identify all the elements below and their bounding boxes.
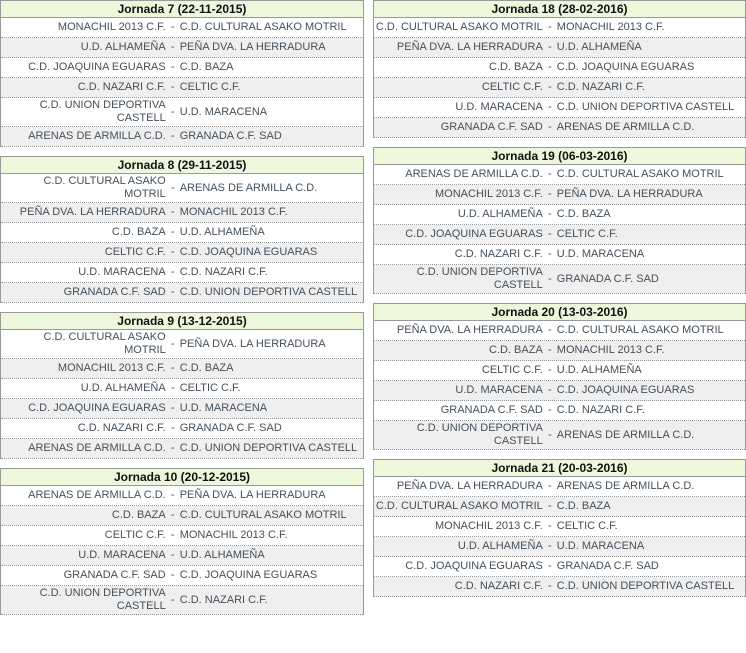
home-team: C.D. CULTURAL ASAKO MOTRIL bbox=[43, 331, 166, 356]
match-separator: - bbox=[547, 121, 552, 133]
match-row bbox=[1, 174, 363, 203]
match-row bbox=[1, 203, 363, 223]
away-team: C.D. CULTURAL ASAKO MOTRIL bbox=[179, 509, 347, 521]
match-separator: - bbox=[170, 489, 175, 501]
home-team: C.D. CULTURAL ASAKO MOTRIL bbox=[375, 21, 543, 33]
match-separator: - bbox=[547, 580, 552, 592]
match-separator: - bbox=[170, 105, 175, 118]
away-team: C.D. BAZA bbox=[556, 208, 611, 220]
match-row bbox=[374, 477, 745, 497]
away-team: C.D. NAZARI C.F. bbox=[556, 81, 645, 93]
away-team: GRANADA C.F. SAD bbox=[556, 560, 659, 572]
match-separator: - bbox=[547, 344, 552, 356]
match-separator: - bbox=[547, 61, 552, 73]
match-row bbox=[1, 98, 363, 127]
home-team: PEÑA DVA. LA HERRADURA bbox=[396, 41, 543, 53]
match-separator: - bbox=[547, 228, 552, 240]
match-row bbox=[374, 245, 745, 265]
away-team: U.D. MARACENA bbox=[556, 540, 645, 552]
match-row bbox=[1, 419, 363, 439]
match-separator: - bbox=[547, 560, 552, 572]
away-team: U.D. ALHAMEÑA bbox=[556, 364, 642, 376]
match-row bbox=[374, 401, 745, 421]
home-team: PEÑA DVA. LA HERRADURA bbox=[19, 206, 166, 218]
match-separator: - bbox=[170, 266, 175, 278]
home-team: C.D. NAZARI C.F. bbox=[77, 81, 166, 93]
match-row bbox=[374, 165, 745, 185]
round-block bbox=[373, 303, 746, 450]
away-team: PEÑA DVA. LA HERRADURA bbox=[179, 41, 326, 53]
home-team: GRANADA C.F. SAD bbox=[440, 121, 543, 133]
match-separator: - bbox=[547, 540, 552, 552]
away-team: C.D. BAZA bbox=[556, 500, 611, 512]
away-team: C.D. CULTURAL ASAKO MOTRIL bbox=[179, 21, 347, 33]
match-row bbox=[1, 243, 363, 263]
fixtures-column-left bbox=[0, 0, 364, 653]
match-separator: - bbox=[547, 480, 552, 492]
away-team: C.D. JOAQUINA EGUARAS bbox=[179, 246, 318, 258]
match-separator: - bbox=[170, 206, 175, 218]
away-team: C.D. JOAQUINA EGUARAS bbox=[556, 384, 695, 396]
away-team: PEÑA DVA. LA HERRADURA bbox=[179, 337, 326, 350]
match-row bbox=[374, 205, 745, 225]
match-row bbox=[374, 225, 745, 245]
match-separator: - bbox=[547, 364, 552, 376]
home-team: CELTIC C.F. bbox=[481, 364, 543, 376]
match-separator: - bbox=[547, 428, 552, 441]
match-separator: - bbox=[547, 188, 552, 200]
round-header: Jornada 20 (13-03-2016) bbox=[374, 304, 745, 321]
away-team: C.D. UNION DEPORTIVA CASTELL bbox=[179, 286, 358, 298]
match-row bbox=[1, 566, 363, 586]
match-row bbox=[374, 361, 745, 381]
match-row bbox=[374, 321, 745, 341]
match-separator: - bbox=[170, 402, 175, 414]
away-team: CELTIC C.F. bbox=[179, 382, 241, 394]
round-block bbox=[0, 468, 364, 615]
round-block bbox=[373, 459, 746, 597]
match-row bbox=[1, 586, 363, 615]
match-row bbox=[374, 118, 745, 138]
home-team: C.D. JOAQUINA EGUARAS bbox=[405, 228, 543, 240]
home-team: MONACHIL 2013 C.F. bbox=[435, 520, 543, 532]
home-team: CELTIC C.F. bbox=[104, 246, 166, 258]
away-team: U.D. ALHAMEÑA bbox=[179, 549, 265, 561]
home-team: C.D. NAZARI C.F. bbox=[454, 248, 543, 260]
match-separator: - bbox=[170, 442, 175, 454]
match-separator: - bbox=[170, 81, 175, 93]
away-team: ARENAS DE ARMILLA C.D. bbox=[556, 121, 695, 133]
match-row bbox=[374, 58, 745, 78]
away-team: C.D. CULTURAL ASAKO MOTRIL bbox=[556, 168, 724, 180]
match-row bbox=[1, 78, 363, 98]
away-team: CELTIC C.F. bbox=[179, 81, 241, 93]
round-header: Jornada 18 (28-02-2016) bbox=[374, 1, 745, 18]
home-team: MONACHIL 2013 C.F. bbox=[57, 21, 166, 33]
away-team: C.D. JOAQUINA EGUARAS bbox=[179, 569, 318, 581]
away-team: C.D. NAZARI C.F. bbox=[179, 266, 268, 278]
match-separator: - bbox=[170, 246, 175, 258]
match-row bbox=[374, 421, 745, 450]
home-team: C.D. BAZA bbox=[489, 344, 543, 356]
match-row bbox=[374, 78, 745, 98]
match-separator: - bbox=[170, 569, 175, 581]
home-team: ARENAS DE ARMILLA C.D. bbox=[28, 489, 166, 501]
away-team: C.D. UNION DEPORTIVA CASTELL bbox=[556, 101, 735, 113]
home-team: MONACHIL 2013 C.F. bbox=[57, 362, 166, 374]
match-separator: - bbox=[547, 41, 552, 53]
match-row bbox=[374, 497, 745, 517]
round-block bbox=[373, 147, 746, 294]
away-team: U.D. ALHAMEÑA bbox=[179, 226, 265, 238]
match-row bbox=[1, 506, 363, 526]
match-separator: - bbox=[170, 593, 175, 606]
match-row bbox=[374, 341, 745, 361]
match-separator: - bbox=[170, 226, 175, 238]
away-team: MONACHIL 2013 C.F. bbox=[179, 206, 288, 218]
match-separator: - bbox=[547, 384, 552, 396]
home-team: U.D. MARACENA bbox=[455, 101, 543, 113]
home-team: PEÑA DVA. LA HERRADURA bbox=[396, 324, 543, 336]
home-team: PEÑA DVA. LA HERRADURA bbox=[396, 480, 543, 492]
away-team: ARENAS DE ARMILLA C.D. bbox=[556, 428, 695, 441]
match-row bbox=[1, 359, 363, 379]
match-row bbox=[1, 399, 363, 419]
away-team: MONACHIL 2013 C.F. bbox=[179, 529, 288, 541]
match-row bbox=[1, 127, 363, 147]
match-row bbox=[374, 185, 745, 205]
match-row bbox=[1, 263, 363, 283]
home-team: C.D. CULTURAL ASAKO MOTRIL bbox=[43, 175, 166, 200]
away-team: GRANADA C.F. SAD bbox=[556, 272, 659, 285]
home-team: CELTIC C.F. bbox=[104, 529, 166, 541]
home-team: GRANADA C.F. SAD bbox=[63, 286, 166, 298]
match-row bbox=[1, 486, 363, 506]
home-team: C.D. BAZA bbox=[489, 61, 543, 73]
match-separator: - bbox=[170, 529, 175, 541]
away-team: CELTIC C.F. bbox=[556, 228, 618, 240]
home-team: MONACHIL 2013 C.F. bbox=[435, 188, 543, 200]
round-block bbox=[0, 0, 364, 147]
match-row bbox=[374, 265, 745, 294]
match-separator: - bbox=[547, 248, 552, 260]
home-team: U.D. MARACENA bbox=[78, 549, 166, 561]
match-separator: - bbox=[547, 500, 552, 512]
away-team: MONACHIL 2013 C.F. bbox=[556, 344, 665, 356]
match-separator: - bbox=[170, 130, 175, 142]
home-team: C.D. JOAQUINA EGUARAS bbox=[28, 402, 166, 414]
match-row bbox=[1, 18, 363, 38]
home-team: U.D. ALHAMEÑA bbox=[80, 382, 166, 394]
match-row bbox=[374, 98, 745, 118]
away-team: ARENAS DE ARMILLA C.D. bbox=[556, 480, 695, 492]
match-separator: - bbox=[547, 324, 552, 336]
away-team: C.D. BAZA bbox=[179, 61, 234, 73]
match-row bbox=[1, 283, 363, 303]
home-team: ARENAS DE ARMILLA C.D. bbox=[405, 168, 543, 180]
fixtures-column-right bbox=[373, 0, 746, 653]
match-separator: - bbox=[170, 362, 175, 374]
home-team: C.D. UNION DEPORTIVA CASTELL bbox=[416, 422, 543, 447]
away-team: PEÑA DVA. LA HERRADURA bbox=[179, 489, 326, 501]
match-separator: - bbox=[547, 81, 552, 93]
round-header: Jornada 19 (06-03-2016) bbox=[374, 148, 745, 165]
home-team: CELTIC C.F. bbox=[481, 81, 543, 93]
match-separator: - bbox=[170, 286, 175, 298]
away-team: ARENAS DE ARMILLA C.D. bbox=[179, 181, 318, 194]
home-team: U.D. ALHAMEÑA bbox=[457, 208, 543, 220]
home-team: C.D. NAZARI C.F. bbox=[77, 422, 166, 434]
away-team: C.D. NAZARI C.F. bbox=[179, 593, 268, 606]
match-row bbox=[374, 381, 745, 401]
home-team: C.D. BAZA bbox=[111, 226, 166, 238]
home-team: GRANADA C.F. SAD bbox=[440, 404, 543, 416]
away-team: CELTIC C.F. bbox=[556, 520, 618, 532]
round-block bbox=[0, 312, 364, 459]
match-row bbox=[1, 439, 363, 459]
home-team: C.D. UNION DEPORTIVA CASTELL bbox=[39, 99, 166, 124]
away-team: U.D. MARACENA bbox=[179, 402, 268, 414]
round-header: Jornada 10 (20-12-2015) bbox=[1, 469, 363, 486]
match-separator: - bbox=[170, 382, 175, 394]
home-team: U.D. MARACENA bbox=[78, 266, 166, 278]
home-team: ARENAS DE ARMILLA C.D. bbox=[28, 442, 166, 454]
away-team: C.D. BAZA bbox=[179, 362, 234, 374]
away-team: PEÑA DVA. LA HERRADURA bbox=[556, 188, 703, 200]
round-block bbox=[0, 156, 364, 303]
match-row bbox=[374, 537, 745, 557]
home-team: C.D. JOAQUINA EGUARAS bbox=[405, 560, 543, 572]
match-separator: - bbox=[170, 41, 175, 53]
home-team: C.D. JOAQUINA EGUARAS bbox=[28, 61, 166, 73]
away-team: MONACHIL 2013 C.F. bbox=[556, 21, 665, 33]
round-block bbox=[373, 0, 746, 138]
home-team: ARENAS DE ARMILLA C.D. bbox=[28, 130, 166, 142]
away-team: U.D. ALHAMEÑA bbox=[556, 41, 642, 53]
away-team: C.D. UNION DEPORTIVA CASTELL bbox=[179, 442, 358, 454]
match-separator: - bbox=[547, 21, 552, 33]
match-row bbox=[1, 526, 363, 546]
home-team: C.D. CULTURAL ASAKO MOTRIL bbox=[375, 500, 543, 512]
home-team: C.D. UNION DEPORTIVA CASTELL bbox=[39, 587, 166, 612]
match-separator: - bbox=[170, 181, 175, 194]
home-team: GRANADA C.F. SAD bbox=[63, 569, 166, 581]
match-row bbox=[374, 38, 745, 58]
round-header: Jornada 8 (29-11-2015) bbox=[1, 157, 363, 174]
match-separator: - bbox=[170, 422, 175, 434]
away-team: GRANADA C.F. SAD bbox=[179, 422, 282, 434]
round-header: Jornada 7 (22-11-2015) bbox=[1, 1, 363, 18]
match-row bbox=[1, 379, 363, 399]
away-team: C.D. NAZARI C.F. bbox=[556, 404, 645, 416]
away-team: C.D. CULTURAL ASAKO MOTRIL bbox=[556, 324, 724, 336]
match-separator: - bbox=[170, 509, 175, 521]
home-team: C.D. UNION DEPORTIVA CASTELL bbox=[416, 266, 543, 291]
away-team: C.D. JOAQUINA EGUARAS bbox=[556, 61, 695, 73]
match-separator: - bbox=[547, 272, 552, 285]
away-team: U.D. MARACENA bbox=[556, 248, 645, 260]
home-team: C.D. NAZARI C.F. bbox=[454, 580, 543, 592]
match-separator: - bbox=[170, 61, 175, 73]
match-separator: - bbox=[547, 208, 552, 220]
match-separator: - bbox=[547, 168, 552, 180]
match-row bbox=[374, 517, 745, 537]
home-team: U.D. ALHAMEÑA bbox=[457, 540, 543, 552]
match-separator: - bbox=[170, 337, 175, 350]
match-row bbox=[374, 18, 745, 38]
away-team: U.D. MARACENA bbox=[179, 105, 268, 118]
round-header: Jornada 9 (13-12-2015) bbox=[1, 313, 363, 330]
away-team: GRANADA C.F. SAD bbox=[179, 130, 282, 142]
round-header: Jornada 21 (20-03-2016) bbox=[374, 460, 745, 477]
away-team: C.D. UNION DEPORTIVA CASTELL bbox=[556, 580, 735, 592]
match-row bbox=[1, 38, 363, 58]
match-row bbox=[1, 223, 363, 243]
match-row bbox=[374, 577, 745, 597]
home-team: U.D. ALHAMEÑA bbox=[80, 41, 166, 53]
home-team: U.D. MARACENA bbox=[455, 384, 543, 396]
match-separator: - bbox=[547, 101, 552, 113]
match-row bbox=[374, 557, 745, 577]
home-team: C.D. BAZA bbox=[111, 509, 166, 521]
match-separator: - bbox=[547, 520, 552, 532]
match-row bbox=[1, 58, 363, 78]
match-separator: - bbox=[170, 549, 175, 561]
match-row bbox=[1, 546, 363, 566]
match-row bbox=[1, 330, 363, 359]
match-separator: - bbox=[547, 404, 552, 416]
match-separator: - bbox=[170, 21, 175, 33]
